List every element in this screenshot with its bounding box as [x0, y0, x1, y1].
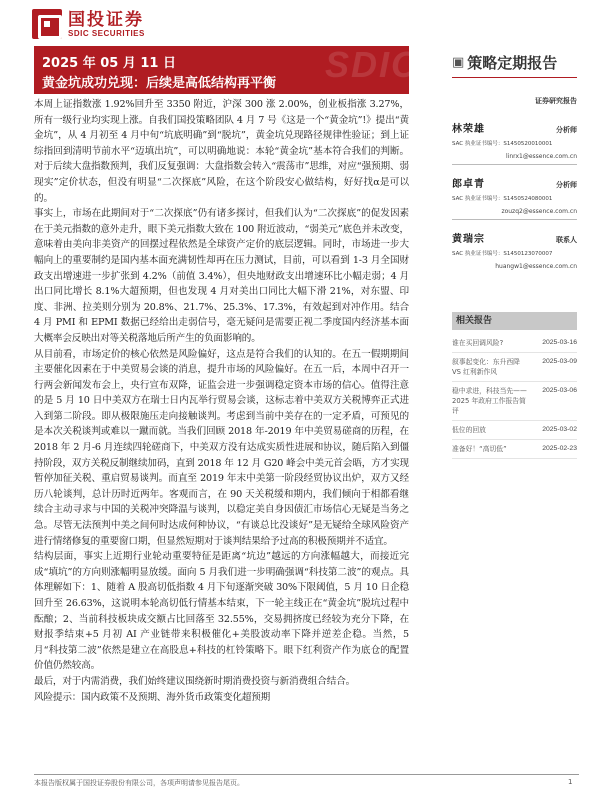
header-divider	[452, 77, 577, 78]
related-report-item[interactable]	[452, 334, 577, 353]
title-banner	[34, 44, 419, 94]
analyst-email[interactable]: huangw1@essence.com.cn	[495, 263, 577, 270]
analyst-divider	[452, 219, 577, 220]
analyst-card	[452, 230, 577, 270]
analyst-divider	[452, 164, 577, 165]
analyst-cert: SAC 执业证书编号：S1450524080001	[452, 196, 553, 202]
related-report-date: 2025-03-16	[542, 339, 577, 346]
related-report-item[interactable]	[452, 421, 577, 440]
body-paragraph: 从目前看，市场定价的核心依然是风险偏好，这点是符合我们的认知的。在五一假期期间主要催化因素在于中美贸易会谈的消息，提升市场的风险偏好。在五一后，本周中召开一行两会新闻发布会上，央行宣布双降，证监会进一步强调稳定资本市场的信心。值得注意的是 5 月 10 日中美双方在瑞士日内瓦举行贸易会谈，这标志着中美双方关税博弈正式进入到第二阶段。即从极限施压走向接触谈判。考虑到当前中美存在的一定矛盾，可预见的是本次关税谈判或难以一蹴而就。当我们回顾 2018 年-2019 年中美贸易磋商的历程，在 2018 年 2 月-6 月连续四轮磋商下，中美双方没有达成实质性进展和协议，随后陷入到僵持阶段，双方关税反制继续加码，直到 2018 年 12 月 G20 峰会中美元首会晤，方才实现暂停加征关税、重启贸易谈判。而直至 2019 年末中美第一阶段经贸协议出炉，双方又经历八轮谈判，总计历时近两年。客观而言，在 90 天关税缓和期内，我们倾向于相都看继续合主动寻求与中国的关税冲突降温与谈判，以稳定美自身因债汇市场信心无疑是当务之急。尽管无法预判中美之间何时达成何种协议，“有谈总比没谈好”是无疑给全球风险资产进行情绪修复的重要窗口期，但显然短期对于谈判结果给予过高的积极预期并不适宜。	[34, 348, 409, 547]
related-report-date: 2025-02-23	[542, 445, 577, 452]
department-label: 证券研究报告	[535, 97, 577, 105]
report-type-label: 策略定期报告	[467, 54, 558, 72]
related-report-date: 2025-03-06	[542, 387, 577, 394]
report-type	[452, 52, 557, 73]
risk-warning: 风险提示：国内政策不及预期、海外货币政策变化超预期	[34, 691, 271, 703]
analyst-role: 分析师	[556, 181, 577, 189]
document-icon: ▣	[452, 55, 465, 70]
logo-name-cn: 国投证券	[68, 9, 144, 30]
related-report-title: 叙事起变化：东升西降 VS 红利新作风	[452, 358, 520, 376]
related-reports-list	[452, 334, 577, 459]
report-title: 黄金坑成功兑现：后续是高低结构再平衡	[42, 76, 277, 91]
related-report-title: 低位的回放	[452, 426, 486, 434]
analyst-role: 联系人	[556, 236, 577, 244]
related-report-title: 稳中求进，科技当先——2025 年政府工作报告简评	[452, 387, 527, 415]
banner-watermark: SDIC	[324, 44, 419, 85]
analyst-cert: SAC 执业证书编号：S1450520010001	[452, 141, 553, 147]
body-paragraph: 最后，对于内需消费，我们始终建议围绕新时期消费投资与新消费组合结合。	[34, 675, 356, 687]
analyst-role: 分析师	[556, 126, 577, 134]
logo-icon	[32, 9, 62, 39]
related-reports-heading: 相关报告	[452, 312, 577, 330]
analyst-name: 黄瑞宗	[452, 234, 485, 245]
body-paragraph: 本周上证指数涨 1.92%回升至 3350 附近，沪深 300 涨 2.00%，创业板指涨 3.27%，所有一级行业均实现上涨。自我们国投策略团队 4 月 7 号《这是一个“黄金坑”!》提出“黄金坑”，从 4 月初至 4 月中旬“坑底明确”到“脱坑”，黄金坑兑现路径规律性验证；到上证综指回到清明节前水平“迈填出坑”，可以明确地说：本轮“黄金坑”基本符合我们的判断。对于后续大盘指数预判，我们反复强调：大盘指数会转入“震荡市”思维，对应“强预期、弱现实”定价状态，但没有明显“二次探底”风险，在这个阶段安心做结构，好好找α是可以的。	[34, 99, 409, 204]
analyst-name: 林荣雄	[452, 124, 485, 135]
related-report-title: 谁在买回调风险?	[452, 339, 504, 347]
analyst-name: 郎卓青	[452, 179, 485, 190]
analyst-email[interactable]: linrx1@essence.com.cn	[506, 153, 577, 160]
footer-divider	[34, 774, 579, 775]
logo-name-en: SDIC SECURITIES	[68, 28, 145, 38]
related-report-item[interactable]	[452, 440, 577, 459]
analyst-email[interactable]: zouzq2@essence.com.cn	[501, 208, 577, 215]
report-body	[34, 97, 409, 705]
related-report-date: 2025-03-09	[542, 358, 577, 365]
page-number: 1	[568, 778, 573, 786]
body-paragraph: 事实上，市场在此期间对于“二次探底”仍有诸多探讨，但我们认为“二次探底”的促发因素在于美元指数的意外走升，眼下美元指数大致在 100 附近波动，“弱美元”底色并未改变，意味着由美向非美资产的回摆过程依然是全球资产定价的底层逻辑。同时，市场进一步大幅向上的重要制约是国内基本面充满韧性却再在压力测试，目前，可以看到 1-3 月全国财政支出增速进一步扩张到 4.2%（前值 3.4%），但央地财政支出增速环比小幅走弱；4 月出口同比增长 8.1%大超预期，但也发现 4 月对美出口同比大幅下滑 21%，对东盟、印度、非洲、拉美则分别为 20.8%、21.7%、25.3%、17.3%，有效起到对冲作用。结合 4 月 PMI 和 EPMI 数据已经给出走弱信号，毫无疑问是需要正视二季度国内经济基本面大概率会反映出对等关税落地后所产生的负面影响的。	[34, 208, 409, 344]
related-report-item[interactable]	[452, 382, 577, 421]
related-report-date: 2025-03-02	[542, 426, 577, 433]
body-paragraph: 结构层面，事实上近期行业轮动重要特征是距离“坑边”越远的方向涨幅越大，而接近完成“填坑”的方向则涨幅明显放缓。面向 5 月我们进一步明确强调“科技第二波”的观点。具体理解如下：1、随着 A 股高切低指数 4 月下旬逐渐突破 30%下限阈值，5 月 10 日企稳回升至 26.63%，这说明本轮高切低行情基本结束，下一轮主线正在“黄金坑”脱坑过程中酝酿；2、当前科技板块成交额占比回落至 32.55%，交易拥挤度已经较为充分下降，在财报季结束+5 月初 AI 产业链带来积极催化+美股波动率下降并逆差企稳。当然，5 月“科技第二波”依然是建立在高股息+科技的杠铃策略下。眼下红利资产作为底仓的配置价值仍然较高。	[34, 551, 409, 672]
report-date: 2025 年 05 月 11 日	[42, 56, 176, 71]
sidebar	[452, 96, 577, 453]
analyst-cert: SAC 执业证书编号：S1450123070007	[452, 251, 553, 257]
company-logo	[32, 6, 145, 42]
related-report-title: 准备好！“高切低”	[452, 445, 507, 453]
analyst-card	[452, 175, 577, 220]
analyst-card	[452, 120, 577, 165]
related-report-item[interactable]	[452, 353, 577, 382]
footer-disclaimer: 本报告版权属于国投证券股份有限公司，各项声明请参见报告尾页。	[34, 779, 244, 787]
